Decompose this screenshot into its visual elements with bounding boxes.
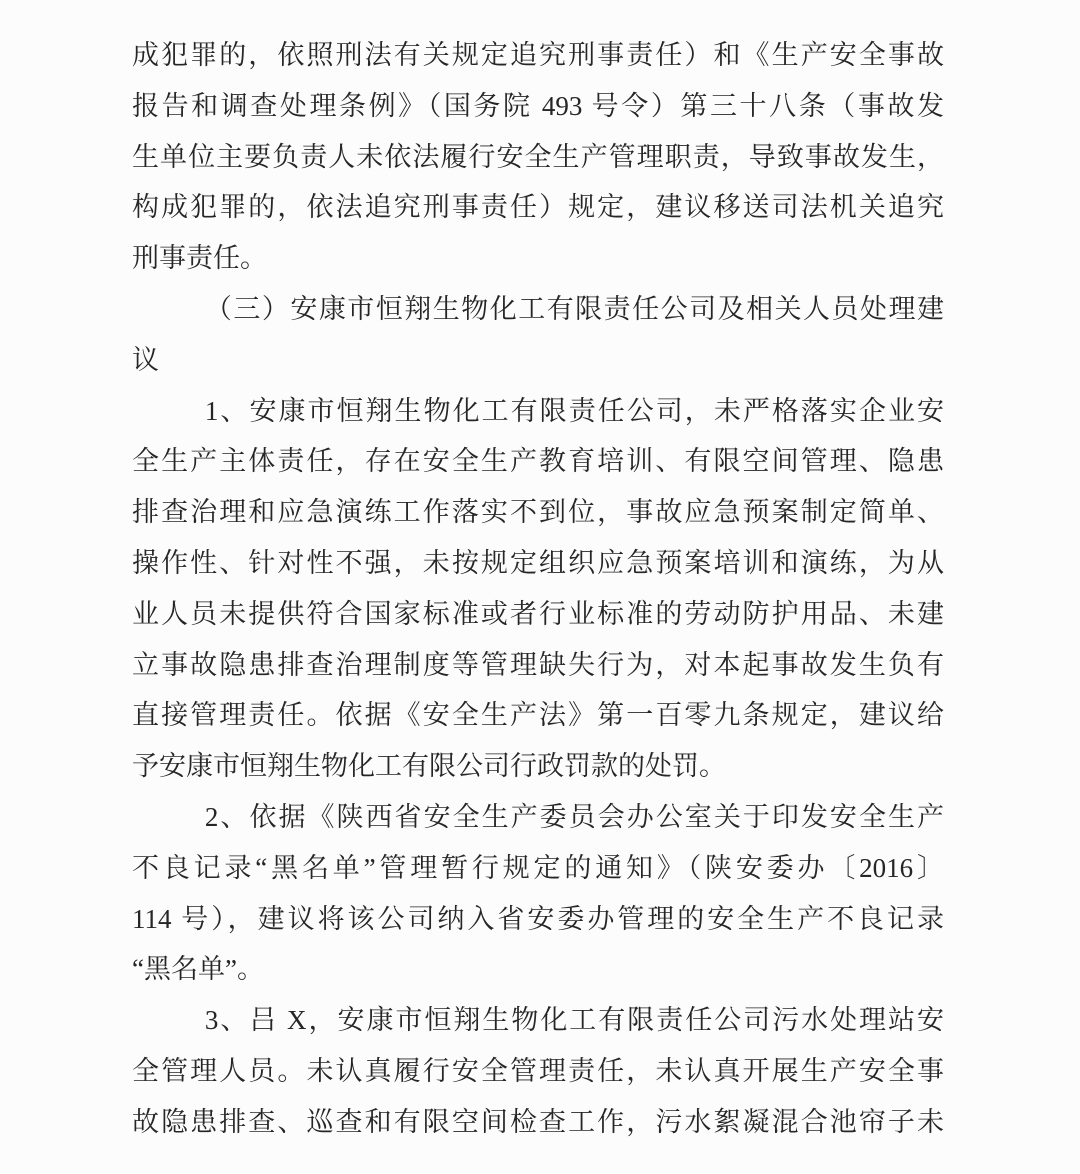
text-line: 刑事责任。 [132,243,267,274]
text-line: 1、安康市恒翔生物化工有限责任公司，未严格落实企业安 [204,395,944,426]
document-text-block [132,30,944,1148]
text-line: 故隐患排查、巡查和有限空间检查工作，污水絮凝混合池帘子未 [132,1106,944,1137]
text-line: 全管理人员。未认真履行安全管理责任，未认真开展生产安全事 [132,1055,944,1086]
text-line: 114 号），建议将该公司纳入省安委办管理的安全生产不良记录 [132,903,944,934]
text-line: 3、吕 X，安康市恒翔生物化工有限责任公司污水处理站安 [204,1005,944,1036]
text-line: 构成犯罪的，依法追究刑事责任）规定，建议移送司法机关追究 [132,192,944,223]
text-line: 生单位主要负责人未依法履行安全生产管理职责，导致事故发生， [132,141,944,172]
text-line: 成犯罪的，依照刑法有关规定追究刑事责任）和《生产安全事故 [132,40,944,70]
text-line: 议 [132,344,159,375]
text-line: 业人员未提供符合国家标准或者行业标准的劳动防护用品、未建 [132,598,944,629]
text-line: 不良记录“黑名单”管理暂行规定的通知》（陕安委办〔2016〕 [132,852,944,883]
text-line: 予安康市恒翔生物化工有限公司行政罚款的处罚。 [132,751,726,782]
text-line: “黑名单”。 [132,954,264,985]
text-line: 排查治理和应急演练工作落实不到位，事故应急预案制定简单、 [132,497,944,528]
text-line: 全生产主体责任，存在安全生产教育培训、有限空间管理、隐患 [132,446,944,477]
text-line: 立事故隐患排查治理制度等管理缺失行为，对本起事故发生负有 [132,649,944,680]
text-line: （三）安康市恒翔生物化工有限责任公司及相关人员处理建 [204,293,944,324]
text-line: 直接管理责任。依据《安全生产法》第一百零九条规定，建议给 [132,700,944,731]
text-line: 2、依据《陕西省安全生产委员会办公室关于印发安全生产 [204,801,944,832]
text-line: 报告和调查处理条例》（国务院 493 号令）第三十八条（事故发 [132,90,944,121]
text-line: 操作性、针对性不强，未按规定组织应急预案培训和演练，为从 [132,547,944,578]
